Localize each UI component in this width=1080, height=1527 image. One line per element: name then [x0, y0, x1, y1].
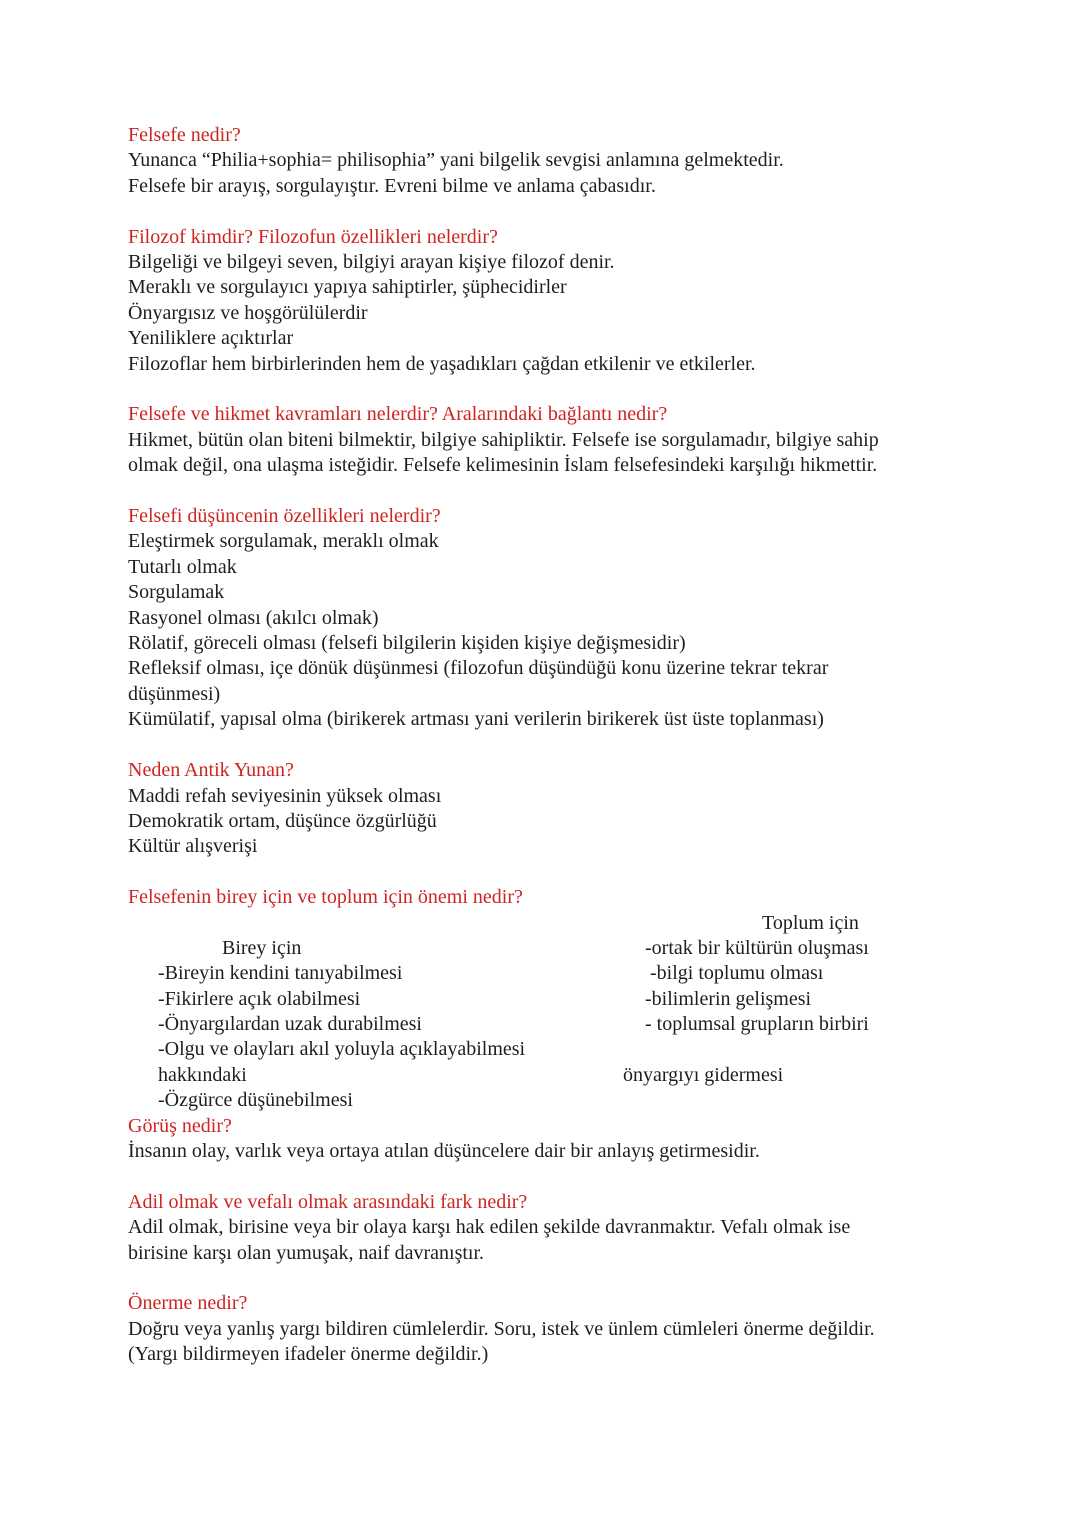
- text-line: Filozoflar hem birbirlerinden hem de yaşadıkları çağdan etkilenir ve etkilerler.: [128, 352, 756, 375]
- text-line: İnsanın olay, varlık veya ortaya atılan düşüncelere dair bir anlayış getirmesidir.: [128, 1140, 760, 1163]
- birey-item: hakkındaki: [158, 1063, 247, 1086]
- text-line: Demokratik ortam, düşünce özgürlüğü: [128, 809, 437, 832]
- text-line: Refleksif olması, içe dönük düşünmesi (filozofun düşündüğü konu üzerine tekrar tekrar: [128, 657, 829, 680]
- text-line: Önyargısız ve hoşgörülülerdir: [128, 301, 368, 324]
- section-heading: Adil olmak ve vefalı olmak arasındaki fark nedir?: [128, 1190, 528, 1213]
- section-heading: Felsefenin birey için ve toplum için önemi nedir?: [128, 886, 523, 909]
- birey-item: -Olgu ve olayları akıl yoluyla açıklayabilmesi: [158, 1038, 526, 1061]
- toplum-item: - toplumsal grupların birbiri: [645, 1013, 869, 1036]
- section-gorus-nedir: [128, 1114, 1030, 1165]
- text-line: (Yargı bildirmeyen ifadeler önerme değildir.): [128, 1343, 489, 1366]
- section-heading: Felsefe nedir?: [128, 124, 241, 146]
- text-line: olmak değil, ona ulaşma isteğidir. Felsefe kelimesinin İslam felsefesindeki karşılığı hikmettir.: [128, 454, 878, 477]
- birey-item: -Fikirlere açık olabilmesi: [158, 987, 361, 1010]
- toplum-item: önyargıyı gidermesi: [623, 1063, 784, 1086]
- birey-item: -Özgürce düşünebilmesi: [158, 1089, 353, 1112]
- birey-item: -Önyargılardan uzak durabilmesi: [158, 1013, 422, 1036]
- column-header-toplum: Toplum için: [762, 911, 859, 934]
- text-line: Sorgulamak: [128, 581, 225, 604]
- text-line: Tutarlı olmak: [128, 555, 237, 578]
- text-line: Adil olmak, birisine veya bir olaya karşı hak edilen şekilde davranmaktır. Vefalı olmak ise: [128, 1216, 851, 1239]
- two-column-row: [128, 1012, 1030, 1061]
- column-header-birey: Birey için: [222, 936, 302, 959]
- section-heading: Önerme nedir?: [128, 1292, 248, 1315]
- section-heading: Görüş nedir?: [128, 1114, 232, 1137]
- toplum-item: -ortak bir kültürün oluşması: [645, 936, 869, 959]
- text-line: Yeniliklere açıktırlar: [128, 327, 294, 350]
- section-felsefe-hikmet: [128, 402, 1030, 478]
- section-neden-antik-yunan: [128, 758, 1030, 860]
- section-felsefi-dusunce: [128, 504, 1030, 733]
- section-filozof-kimdir: [128, 225, 1030, 377]
- text-line: Rasyonel olması (akılcı olmak): [128, 606, 379, 629]
- text-line: Kümülatif, yapısal olma (birikerek artması yani verilerin birikerek üst üste toplanması): [128, 708, 824, 731]
- text-line: Bilgeliği ve bilgeyi seven, bilgiyi arayan kişiye filozof denir.: [128, 251, 615, 274]
- section-heading: Filozof kimdir? Filozofun özellikleri nelerdir?: [128, 225, 498, 248]
- text-line: birisine karşı olan yumuşak, naif davranıştır.: [128, 1241, 485, 1264]
- toplum-item: -bilimlerin gelişmesi: [645, 987, 812, 1010]
- section-felsefe-nedir: [128, 123, 1030, 199]
- section-heading: Felsefe ve hikmet kavramları nelerdir? Aralarındaki bağlantı nedir?: [128, 403, 668, 426]
- text-line: Kültür alışverişi: [128, 835, 258, 858]
- section-heading: Felsefi düşüncenin özellikleri nelerdir?: [128, 505, 441, 528]
- two-column-row: [128, 1063, 1030, 1112]
- text-line: Rölatif, göreceli olması (felsefi bilgilerin kişiden kişiye değişmesidir): [128, 632, 686, 655]
- text-line: Meraklı ve sorgulayıcı yapıya sahiptirler, şüphecidirler: [128, 276, 567, 299]
- text-line: Hikmet, bütün olan biteni bilmektir, bilgiye sahipliktir. Felsefe ise sorgulamadır, bilgiye sahip: [128, 428, 879, 451]
- birey-item: -Bireyin kendini tanıyabilmesi: [158, 962, 403, 985]
- section-adil-vefali: [128, 1190, 1030, 1266]
- section-onerme-nedir: [128, 1291, 1030, 1367]
- toplum-item: -bilgi toplumu olması: [645, 962, 824, 985]
- section-birey-toplum: [128, 885, 1030, 1112]
- section-heading: Neden Antik Yunan?: [128, 759, 294, 782]
- text-line: Eleştirmek sorgulamak, meraklı olmak: [128, 530, 439, 553]
- text-line: Doğru veya yanlış yargı bildiren cümlelerdir. Soru, istek ve ünlem cümleleri önerme değildir.: [128, 1317, 875, 1340]
- text-line: düşünmesi): [128, 682, 221, 705]
- text-line: Felsefe bir arayış, sorgulayıştır. Evreni bilme ve anlama çabasıdır.: [128, 174, 656, 197]
- text-line: Yunanca “Philia+sophia= philisophia” yani bilgelik sevgisi anlamına gelmektedir.: [128, 149, 784, 172]
- text-line: Maddi refah seviyesinin yüksek olması: [128, 784, 442, 807]
